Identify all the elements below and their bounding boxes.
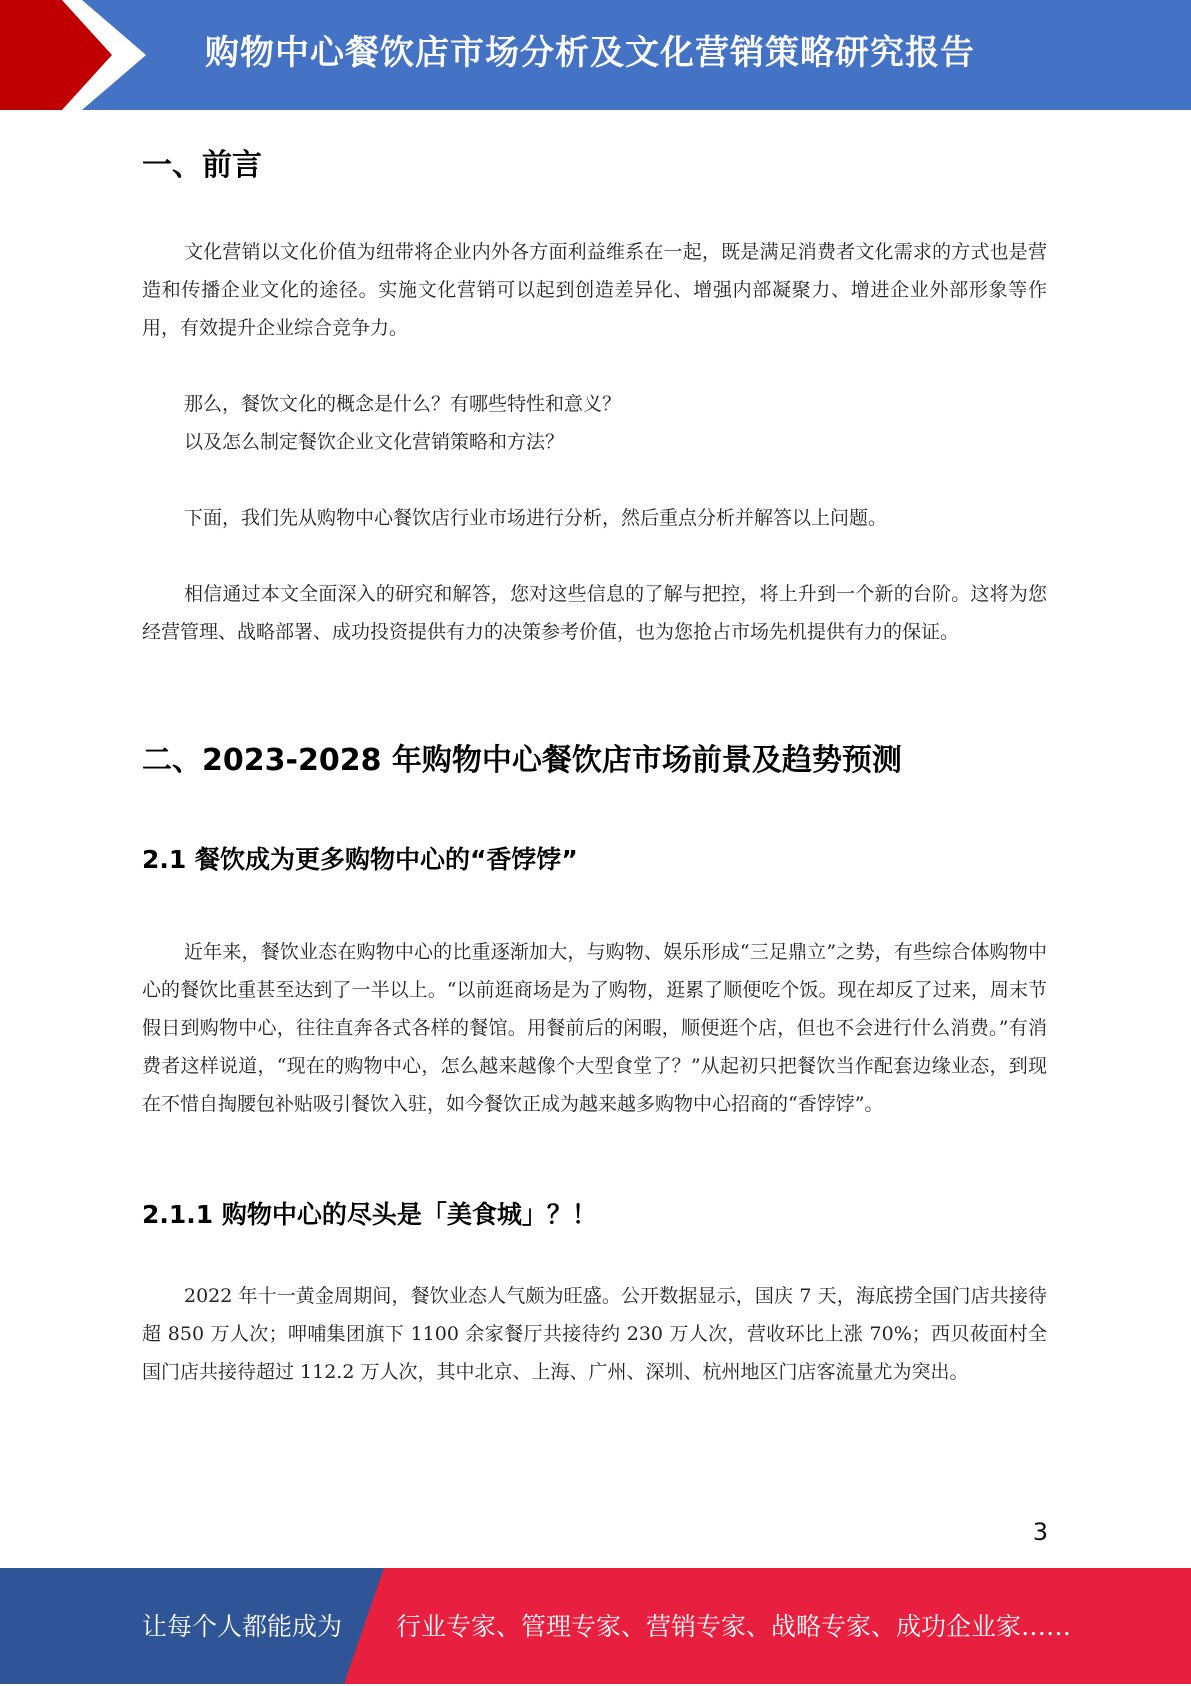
footer-slogan-left: 让每个人都能成为 xyxy=(142,1612,343,1641)
section-heading-preface: 一、前言 xyxy=(142,148,262,183)
preface-paragraph-1: 文化营销以文化价值为纽带将企业内外各方面利益维系在一起，既是满足消费者文化需求的方式也是营造和传播企业文化的途径。实施文化营销可以起到创造差异化、增强内部凝聚力、增进企业外部形象等作用，有效提升企业综合竞争力。 xyxy=(142,241,1047,339)
subsection-2-1-paragraph: 近年来，餐饮业态在购物中心的比重逐渐加大，与购物、娱乐形成“三足鼎立”之势，有些综合体购物中心的餐饮比重甚至达到了一半以上。“以前逛商场是为了购物，逛累了顺便吃个饭。现在却反了过来，周末节假日到购物中心，往往直奔各式各样的餐馆。用餐前后的闲暇，顺便逛个店，但也不会进行什么消费。”有消费者这样说道，“现在的购物中心，怎么越来越像个大型食堂了？”从起初只把餐饮当作配套边缘业态，到现在不惜自掏腰包补贴吸引餐饮入驻，如今餐饮正成为越来越多购物中心招商的“香饽饽”。 xyxy=(142,941,1047,1115)
preface-paragraph-2: 下面，我们先从购物中心餐饮店行业市场进行分析，然后重点分析并解答以上问题。 xyxy=(184,507,888,529)
header-chevron-shape xyxy=(0,0,160,110)
subsection-2-1-1-paragraph: 2022 年十一黄金周期间，餐饮业态人气颇为旺盛。公开数据显示，国庆 7 天，海底捞全国门店共接待超 850 万人次；呷哺集团旗下 1100 余家餐厅共接待约 230 万人次，营收环比上涨 70%；西贝莜面村全国门店共接待超过 112.2 万人次，其中北京、上海、广州、深圳、杭州地区门店客流量尤为突出。 xyxy=(142,1285,1047,1383)
preface-question-2: 以及怎么制定餐饮企业文化营销策略和方法？ xyxy=(184,431,565,453)
preface-paragraph-3: 相信通过本文全面深入的研究和解答，您对这些信息的了解与把控，将上升到一个新的台阶。这将为您经营管理、战略部署、成功投资提供有力的决策参考价值，也为您抢占市场先机提供有力的保证。 xyxy=(142,583,1047,643)
preface-question-1: 那么，餐饮文化的概念是什么？有哪些特性和意义？ xyxy=(184,393,622,415)
section-heading-forecast: 二、2023-2028 年购物中心餐饮店市场前景及趋势预测 xyxy=(142,743,902,778)
footer-slogan-right: 行业专家、管理专家、营销专家、战略专家、成功企业家…… xyxy=(396,1612,1072,1641)
subsection-heading-2-1: 2.1 餐饮成为更多购物中心的“香饽饽” xyxy=(142,845,578,874)
subsection-heading-2-1-1: 2.1.1 购物中心的尽头是「美食城」？！ xyxy=(142,1200,597,1229)
page-footer xyxy=(0,1568,1191,1684)
page-number: 3 xyxy=(1032,1518,1048,1546)
page-header xyxy=(0,0,1191,110)
report-title: 购物中心餐饮店市场分析及文化营销策略研究报告 xyxy=(205,33,975,73)
